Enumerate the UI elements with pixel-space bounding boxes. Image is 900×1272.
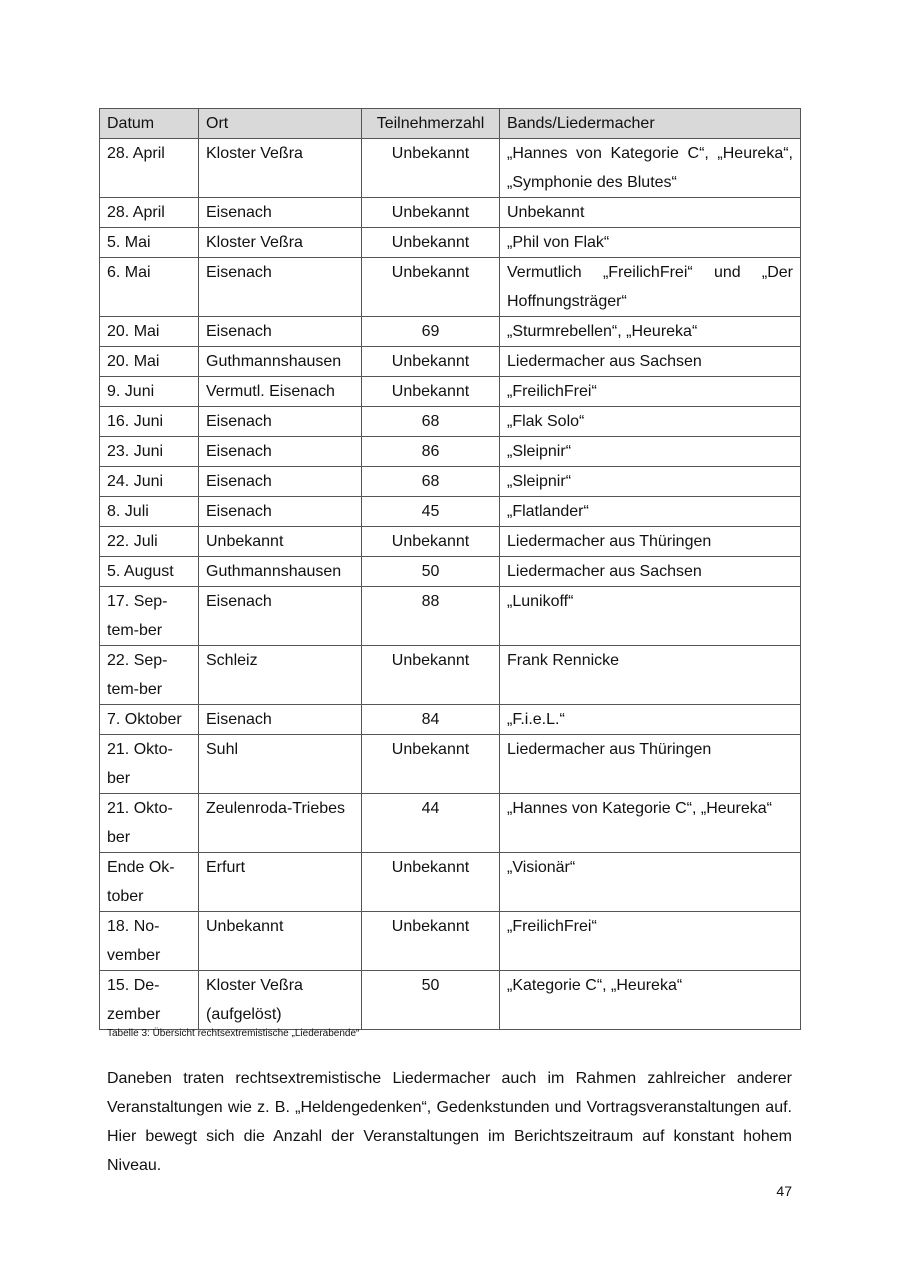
cell-teilnehmerzahl: Unbekannt	[362, 198, 500, 228]
cell-ort: Eisenach	[199, 587, 362, 646]
cell-teilnehmerzahl: 50	[362, 971, 500, 1030]
cell-teilnehmerzahl: Unbekannt	[362, 347, 500, 377]
cell-ort: Kloster Veßra	[199, 228, 362, 258]
cell-ort: Unbekannt	[199, 912, 362, 971]
cell-teilnehmerzahl: Unbekannt	[362, 228, 500, 258]
cell-datum: 5. Mai	[100, 228, 199, 258]
cell-teilnehmerzahl: 86	[362, 437, 500, 467]
table-row	[100, 853, 801, 912]
cell-bands: „Sleipnir“	[500, 467, 801, 497]
cell-teilnehmerzahl: 88	[362, 587, 500, 646]
cell-bands: Liedermacher aus Sachsen	[500, 347, 801, 377]
header-ort: Ort	[199, 109, 362, 139]
table-row	[100, 258, 801, 317]
table-row	[100, 139, 801, 198]
table-header-row	[100, 109, 801, 139]
table-row	[100, 794, 801, 853]
cell-bands: „Hannes von Kategorie C“, „Heureka“	[500, 794, 801, 853]
cell-teilnehmerzahl: 44	[362, 794, 500, 853]
cell-teilnehmerzahl: Unbekannt	[362, 527, 500, 557]
cell-datum: 24. Juni	[100, 467, 199, 497]
cell-ort: Unbekannt	[199, 527, 362, 557]
table-row	[100, 587, 801, 646]
table-row	[100, 912, 801, 971]
table-row	[100, 377, 801, 407]
cell-datum: 9. Juni	[100, 377, 199, 407]
cell-bands: Unbekannt	[500, 198, 801, 228]
cell-teilnehmerzahl: Unbekannt	[362, 139, 500, 198]
cell-ort: Eisenach	[199, 198, 362, 228]
cell-teilnehmerzahl: 45	[362, 497, 500, 527]
cell-bands: Liedermacher aus Thüringen	[500, 735, 801, 794]
cell-datum: 17. Sep-tem-ber	[100, 587, 199, 646]
cell-teilnehmerzahl: 69	[362, 317, 500, 347]
cell-bands: „FreilichFrei“	[500, 912, 801, 971]
cell-ort: Erfurt	[199, 853, 362, 912]
cell-ort: Zeulenroda-Triebes	[199, 794, 362, 853]
table-row	[100, 407, 801, 437]
header-bands: Bands/Liedermacher	[500, 109, 801, 139]
table-row	[100, 557, 801, 587]
cell-teilnehmerzahl: Unbekannt	[362, 912, 500, 971]
cell-datum: 22. Juli	[100, 527, 199, 557]
cell-teilnehmerzahl: 50	[362, 557, 500, 587]
body-paragraph: Daneben traten rechtsextremistische Liedermacher auch im Rahmen zahlreicher anderer Veranstaltungen wie z. B. „Heldengedenken“, Gedenkstunden und Vortragsveranstaltungen auf. Hier bewegt sich die Anzahl der Veranstaltungen im Berichtszeitraum auf konstant hohem Niveau.	[107, 1070, 792, 1174]
cell-bands: „F.i.e.L.“	[500, 705, 801, 735]
cell-ort: Kloster Veßra (aufgelöst)	[199, 971, 362, 1030]
cell-bands: „Lunikoff“	[500, 587, 801, 646]
header-teilnehmerzahl: Teilnehmerzahl	[362, 109, 500, 139]
cell-bands: „Flatlander“	[500, 497, 801, 527]
cell-bands: Liedermacher aus Sachsen	[500, 557, 801, 587]
cell-datum: 5. August	[100, 557, 199, 587]
table-row	[100, 467, 801, 497]
cell-bands: Liedermacher aus Thüringen	[500, 527, 801, 557]
table-row	[100, 437, 801, 467]
table-row	[100, 971, 801, 1030]
header-datum: Datum	[100, 109, 199, 139]
table-row	[100, 735, 801, 794]
table-row	[100, 497, 801, 527]
cell-datum: 8. Juli	[100, 497, 199, 527]
table-row	[100, 347, 801, 377]
cell-datum: 21. Okto-ber	[100, 735, 199, 794]
cell-ort: Eisenach	[199, 258, 362, 317]
cell-bands: „Sleipnir“	[500, 437, 801, 467]
cell-datum: Ende Ok-tober	[100, 853, 199, 912]
cell-bands: „Sturmrebellen“, „Heureka“	[500, 317, 801, 347]
cell-ort: Eisenach	[199, 407, 362, 437]
cell-bands: „Flak Solo“	[500, 407, 801, 437]
cell-datum: 23. Juni	[100, 437, 199, 467]
cell-datum: 15. De-zember	[100, 971, 199, 1030]
cell-bands: Vermutlich „FreilichFrei“ und „Der Hoffnungsträger“	[500, 258, 801, 317]
cell-ort: Eisenach	[199, 437, 362, 467]
cell-teilnehmerzahl: Unbekannt	[362, 258, 500, 317]
cell-datum: 21. Okto-ber	[100, 794, 199, 853]
cell-ort: Suhl	[199, 735, 362, 794]
cell-datum: 18. No-vember	[100, 912, 199, 971]
table-row	[100, 646, 801, 705]
cell-bands: „Hannes von Kategorie C“, „Heureka“, „Symphonie des Blutes“	[500, 139, 801, 198]
cell-teilnehmerzahl: 68	[362, 467, 500, 497]
table-row	[100, 527, 801, 557]
cell-datum: 20. Mai	[100, 317, 199, 347]
cell-datum: 6. Mai	[100, 258, 199, 317]
cell-datum: 7. Oktober	[100, 705, 199, 735]
cell-ort: Vermutl. Eisenach	[199, 377, 362, 407]
cell-ort: Eisenach	[199, 497, 362, 527]
cell-teilnehmerzahl: Unbekannt	[362, 853, 500, 912]
cell-datum: 28. April	[100, 198, 199, 228]
cell-bands: „Phil von Flak“	[500, 228, 801, 258]
cell-datum: 20. Mai	[100, 347, 199, 377]
cell-teilnehmerzahl: Unbekannt	[362, 735, 500, 794]
cell-teilnehmerzahl: 84	[362, 705, 500, 735]
cell-bands: „Visionär“	[500, 853, 801, 912]
cell-teilnehmerzahl: Unbekannt	[362, 646, 500, 705]
table-caption: Tabelle 3: Übersicht rechtsextremistische „Liederabende“	[107, 1028, 360, 1039]
cell-datum: 16. Juni	[100, 407, 199, 437]
page-number: 47	[776, 1183, 792, 1199]
cell-ort: Eisenach	[199, 467, 362, 497]
liederabende-table	[99, 108, 801, 1030]
table-row	[100, 705, 801, 735]
cell-teilnehmerzahl: 68	[362, 407, 500, 437]
cell-bands: „Kategorie C“, „Heureka“	[500, 971, 801, 1030]
cell-ort: Guthmannshausen	[199, 347, 362, 377]
cell-ort: Eisenach	[199, 705, 362, 735]
cell-ort: Kloster Veßra	[199, 139, 362, 198]
cell-ort: Eisenach	[199, 317, 362, 347]
cell-teilnehmerzahl: Unbekannt	[362, 377, 500, 407]
cell-bands: Frank Rennicke	[500, 646, 801, 705]
cell-ort: Guthmannshausen	[199, 557, 362, 587]
table-row	[100, 228, 801, 258]
table-body	[100, 139, 801, 1030]
table-row	[100, 317, 801, 347]
cell-datum: 28. April	[100, 139, 199, 198]
cell-datum: 22. Sep-tem-ber	[100, 646, 199, 705]
table-row	[100, 198, 801, 228]
cell-bands: „FreilichFrei“	[500, 377, 801, 407]
cell-ort: Schleiz	[199, 646, 362, 705]
